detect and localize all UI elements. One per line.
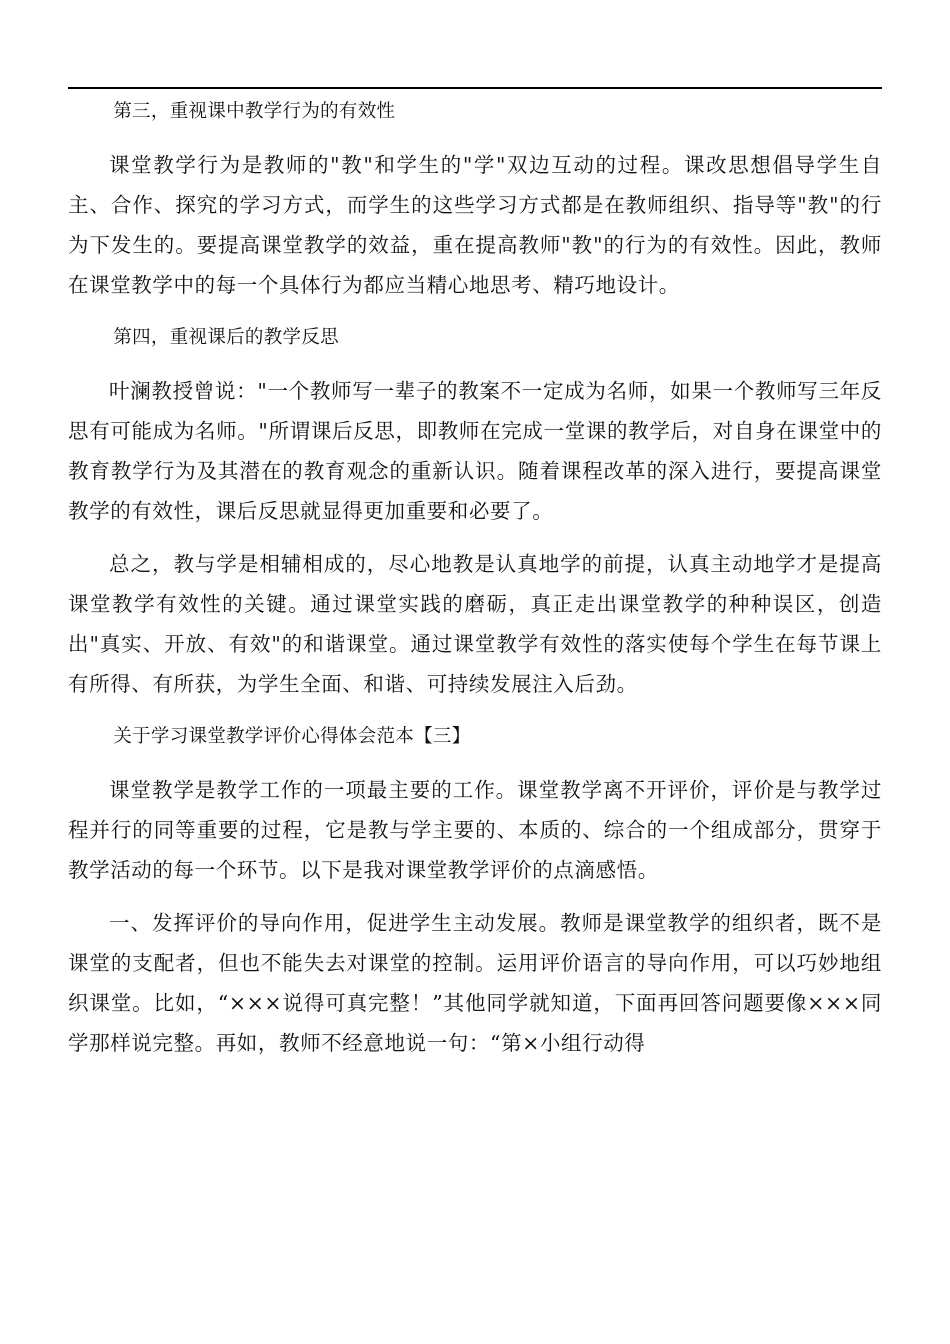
heading-fourth-point: 第四，重视课后的教学反思	[113, 327, 339, 348]
section-title: 关于学习课堂教学评价心得体会范本【三】	[113, 726, 471, 747]
document-body	[68, 92, 882, 1076]
paragraph-reflection: 叶澜教授曾说："一个教师写一辈子的教案不一定成为名师，如果一个教师写三年反思有可能成为名师。"所谓课后反思，即教师在完成一堂课的教学后，对自身在课堂中的教育教学行为及其潜在的教育观念的重新认识。随着课程改革的深入进行，要提高课堂教学的有效性，课后反思就显得更加重要和必要了。	[68, 379, 882, 523]
paragraph-guiding-role: 一、发挥评价的导向作用，促进学生主动发展。教师是课堂教学的组织者，既不是课堂的支配者，但也不能失去对课堂的控制。运用评价语言的导向作用，可以巧妙地组织课堂。比如，“×××说得可真完整！”其他同学就知道，下面再回答问题要像×××同学那样说完整。再如，教师不经意地说一句：“第×小组行动得	[68, 911, 882, 1055]
paragraph-classroom-behavior: 课堂教学行为是教师的"教"和学生的"学"双边互动的过程。课改思想倡导学生自主、合作、探究的学习方式，而学生的这些学习方式都是在教师组织、指导等"教"的行为下发生的。要提高课堂教学的效益，重在提高教师"教"的行为的有效性。因此，教师在课堂教学中的每一个具体行为都应当精心地思考、精巧地设计。	[68, 153, 882, 297]
paragraph-summary: 总之，教与学是相辅相成的，尽心地教是认真地学的前提，认真主动地学才是提高课堂教学有效性的关键。通过课堂实践的磨砺，真正走出课堂教学的种种误区，创造出"真实、开放、有效"的和谐课堂。通过课堂教学有效性的落实使每个学生在每节课上有所得、有所获，为学生全面、和谐、可持续发展注入后劲。	[68, 552, 882, 696]
heading-third-point: 第三，重视课中教学行为的有效性	[113, 101, 396, 122]
header-rule	[68, 87, 882, 89]
paragraph-evaluation-intro: 课堂教学是教学工作的一项最主要的工作。课堂教学离不开评价，评价是与教学过程并行的同等重要的过程，它是教与学主要的、本质的、综合的一个组成部分，贯穿于教学活动的每一个环节。以下是我对课堂教学评价的点滴感悟。	[68, 778, 882, 882]
